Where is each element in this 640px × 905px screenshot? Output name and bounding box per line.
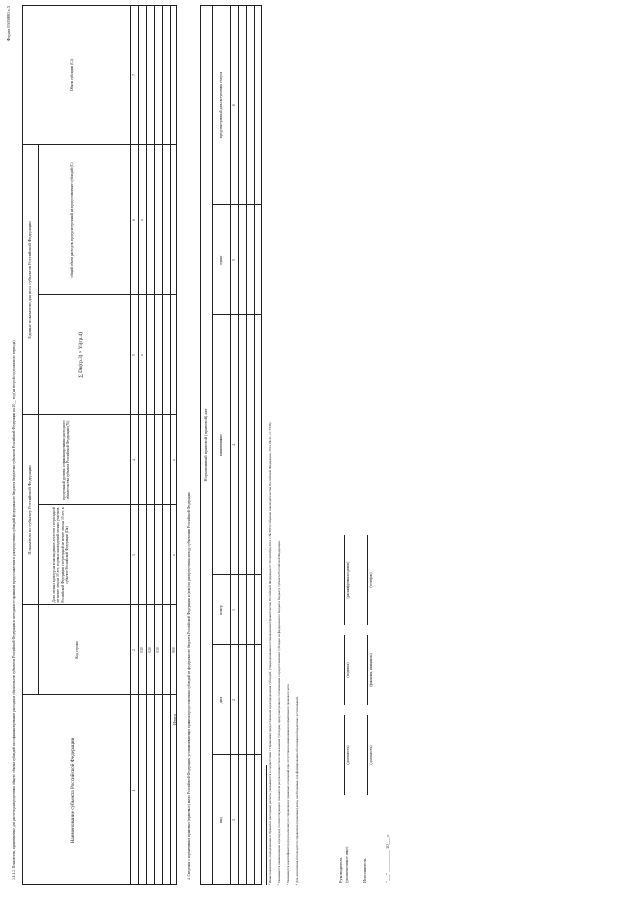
col-act-status: предусмотренный даты вступления статуса (219, 71, 223, 139)
col-num-7: 7 (132, 74, 136, 76)
legal-acts-table (200, 5, 262, 885)
s4-col-num-6: 6 (232, 104, 236, 106)
executor-label: Исполнитель (362, 858, 367, 883)
col-act-number: номер (219, 605, 223, 615)
head-decoding-caption: (расшифровка подписи) (346, 561, 350, 599)
head-position-caption: (должность) (346, 745, 350, 765)
x-mark: x (140, 354, 144, 356)
col-num-5: 5 (132, 354, 136, 356)
head-sub: (уполномоченное лицо) (345, 846, 349, 883)
head-label: Руководитель (338, 857, 343, 883)
head-signature-caption: (подпись) (346, 662, 350, 678)
group-single: Единые показатели для всех субъектов Российской Федерации (27, 221, 32, 339)
col-act-date: дата (219, 696, 223, 704)
col-share: Доля лесных культур на в насаждениях лесхозов с пересадкой не менее чем на 30 лет, годовых насаждений лесных участков Российской Федерации с пересадкой не менее чем на 30 лет, в субъекте Российской Федерации (Dк) (52, 507, 70, 603)
group-subject: Показатели по субъекту Российской Федерации (27, 465, 32, 555)
total-code: 900 (172, 647, 176, 653)
x-mark: x (172, 554, 176, 556)
col-level: предельный уровень софинансирования расходного обязательства субъекта Российской Федерации (Yi) (62, 420, 71, 500)
executor-phone-caption: (телефон) (369, 572, 373, 588)
row-code-030: 030 (156, 647, 160, 653)
col-num-6: 6 (132, 219, 136, 221)
s4-col-num-2: 2 (232, 699, 236, 701)
section-4-title: 4. Сведения о нормативных правовых (правовых) актах Российской Федерации, устанавливающих правила предоставления субсидий из федерального бюджета Российской Федерации и (или) их распределения между субъектами Российской Федерации (187, 492, 191, 880)
footnote-4: ⁴ Для заполнения используется справочник (правовые) акты, необходимые для формирования обоснования бюджетных ассигнований. (295, 696, 299, 885)
col-act-title: наименование (219, 434, 223, 456)
col-subject-name: Наименование субъекта Российской Федерации (70, 737, 76, 844)
form-code: Форма 0505880 с.3 (6, 6, 11, 42)
x-mark: x (140, 219, 144, 221)
col-num-2: 2 (132, 649, 136, 651)
col-total-expenditure: общий объем расходов, предусмотренный на предоставление субсидий (С) (70, 162, 74, 278)
col-act-clause: пункт (219, 255, 223, 265)
row-code-010: 010 (140, 647, 144, 653)
row-code-020: 020 (148, 647, 152, 653)
col-act-type: вид (219, 817, 223, 823)
x-mark: x (172, 459, 176, 461)
s4-col-num-3: 3 (232, 609, 236, 611)
col-formula: ∑ Dк(гр.3) × Yi(гр.4) (78, 332, 84, 378)
date-line: "___" __________ 20___ г. (385, 834, 390, 883)
col-num-4: 4 (132, 459, 136, 461)
col-subsidy-volume: Объем субсидии (Ci) (70, 59, 74, 91)
s4-col-num-5: 5 (232, 259, 236, 261)
section-3-title: 3.1.1.3. Показатели, применяемые для расчета распределения общего объема субсидий на софинансирование расходных обязательств субъектов Российской Федерации и методики ее правилам предоставления и распределения субсидий федерального бюджета бюджетам субъектов Российской Федерации на 20__ год (на второй год планового периода) (12, 340, 16, 880)
col-num-1: 1 (132, 789, 136, 792)
col-row-code: Код строки (75, 641, 79, 659)
col-num-3: 3 (132, 554, 136, 556)
s4-col-num-4: 4 (232, 444, 236, 446)
s4-col-num-1: 1 (232, 819, 236, 821)
executor-position-caption: (должность) (369, 745, 373, 765)
executor-name-caption: (фамилия, инициалы) (369, 653, 373, 687)
footnote-1: ¹ Иные показатели, определенные в Правилах (методике) расчета, указываются в соответствии с Правилами предоставления и распределения субсидий, утвержденными постановлением Правительства Российской Федерации от 30 сентября 2014 г. № 999 (Собрание законодательства Российской Федерации, 2014, № 41, ст. 5536). (268, 421, 272, 885)
footnote-3: ³ Указывается идентификатор (при наличии) по справочнику правовых оснований при отсутствии наименования нормативного правового акта. (286, 683, 290, 885)
footnote-2: ² Указывается наименование и (или) код соответствующего показателя результативности использования субсидии, предусмотренного соглашением о предоставлении субсидии из федерального бюджета бюджету субъекта Российской Федерации. (277, 540, 281, 885)
total-label: Итого (172, 713, 177, 725)
legal-act-group: Нормативный правовой (правовой) акт (203, 408, 208, 482)
